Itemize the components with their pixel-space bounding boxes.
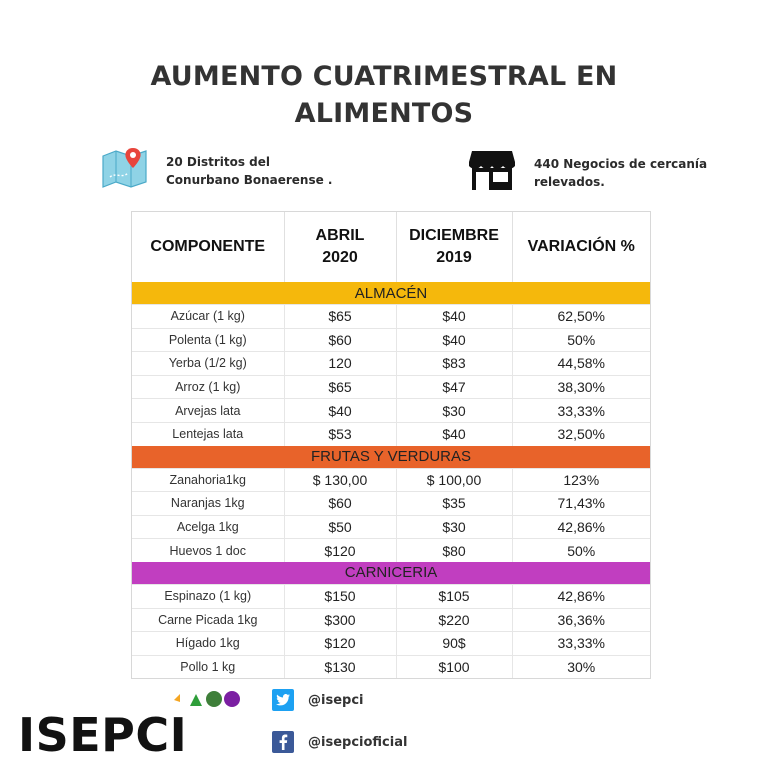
cell-componente: Acelga 1kg: [132, 515, 284, 539]
districts-line-1: 20 Distritos del: [166, 154, 271, 169]
cell-variacion: 44,58%: [512, 352, 650, 376]
cell-componente: Yerba (1/2 kg): [132, 352, 284, 376]
cell-abril-2020: $40: [284, 399, 396, 423]
facebook-icon: [272, 731, 294, 753]
cell-componente: Polenta (1 kg): [132, 328, 284, 352]
header-diciembre-2019: DICIEMBRE 2019: [396, 212, 512, 282]
logo-text: ISEPCI: [18, 708, 188, 762]
cell-componente: Lentejas lata: [132, 422, 284, 445]
cell-diciembre-2019: $40: [396, 422, 512, 445]
cell-componente: Huevos 1 doc: [132, 539, 284, 562]
page-title: [0, 58, 768, 132]
section-label: FRUTAS Y VERDURAS: [132, 446, 650, 469]
header-abril-2020: ABRIL 2020: [284, 212, 396, 282]
cell-variacion: 42,86%: [512, 584, 650, 608]
cell-variacion: 32,50%: [512, 422, 650, 445]
cell-abril-2020: $50: [284, 515, 396, 539]
table-row: [132, 328, 650, 352]
twitter-icon: [272, 689, 294, 711]
cell-diciembre-2019: $220: [396, 608, 512, 632]
title-line-1: AUMENTO CUATRIMESTRAL EN: [150, 61, 618, 92]
cell-diciembre-2019: $ 100,00: [396, 468, 512, 492]
cell-abril-2020: $130: [284, 655, 396, 678]
table-row: [132, 399, 650, 423]
cell-abril-2020: $60: [284, 492, 396, 516]
districts-line-2: Conurbano Bonaerense .: [166, 172, 333, 187]
cell-diciembre-2019: $47: [396, 375, 512, 399]
table-header-row: [132, 212, 650, 282]
cell-componente: Carne Picada 1kg: [132, 608, 284, 632]
cell-variacion: 33,33%: [512, 632, 650, 656]
cell-variacion: 71,43%: [512, 492, 650, 516]
cell-abril-2020: $150: [284, 584, 396, 608]
twitter-link[interactable]: [272, 689, 363, 711]
table-row: [132, 422, 650, 445]
section-row: [132, 562, 650, 585]
cell-componente: Pollo 1 kg: [132, 655, 284, 678]
cell-diciembre-2019: 90$: [396, 632, 512, 656]
map-pin-icon: [100, 146, 150, 195]
cell-variacion: 30%: [512, 655, 650, 678]
table-row: [132, 539, 650, 562]
cell-variacion: 62,50%: [512, 305, 650, 329]
cell-componente: Azúcar (1 kg): [132, 305, 284, 329]
cell-abril-2020: $ 130,00: [284, 468, 396, 492]
cell-diciembre-2019: $83: [396, 352, 512, 376]
cell-abril-2020: $53: [284, 422, 396, 445]
cell-abril-2020: $60: [284, 328, 396, 352]
facebook-handle: @isepcioficial: [308, 734, 408, 750]
cell-variacion: 50%: [512, 539, 650, 562]
storefront-icon: [468, 148, 516, 197]
table-row: [132, 515, 650, 539]
cell-diciembre-2019: $30: [396, 399, 512, 423]
cell-variacion: 38,30%: [512, 375, 650, 399]
table-row: [132, 492, 650, 516]
cell-abril-2020: 120: [284, 352, 396, 376]
shops-line-2: relevados.: [534, 174, 605, 189]
cell-variacion: 33,33%: [512, 399, 650, 423]
cell-abril-2020: $65: [284, 305, 396, 329]
cell-componente: Hígado 1kg: [132, 632, 284, 656]
cell-componente: Naranjas 1kg: [132, 492, 284, 516]
header-componente: COMPONENTE: [132, 212, 284, 282]
shops-info: [468, 148, 707, 197]
price-table: [131, 211, 651, 679]
cell-diciembre-2019: $40: [396, 305, 512, 329]
cell-abril-2020: $120: [284, 539, 396, 562]
cell-diciembre-2019: $80: [396, 539, 512, 562]
title-line-2: ALIMENTOS: [294, 98, 474, 129]
cell-diciembre-2019: $100: [396, 655, 512, 678]
districts-info: [100, 146, 333, 195]
cell-diciembre-2019: $35: [396, 492, 512, 516]
section-label: CARNICERIA: [132, 562, 650, 585]
table-row: [132, 352, 650, 376]
cell-componente: Espinazo (1 kg): [132, 584, 284, 608]
shops-line-1: 440 Negocios de cercanía: [534, 156, 708, 171]
section-row: [132, 446, 650, 469]
cell-variacion: 123%: [512, 468, 650, 492]
header-variacion: VARIACIÓN %: [527, 238, 635, 255]
section-label: ALMACÉN: [132, 282, 650, 305]
cell-diciembre-2019: $40: [396, 328, 512, 352]
table-row: [132, 632, 650, 656]
cell-componente: Zanahoria1kg: [132, 468, 284, 492]
cell-variacion: 50%: [512, 328, 650, 352]
twitter-handle: @isepci: [308, 692, 364, 708]
cell-variacion: 36,36%: [512, 608, 650, 632]
table-row: [132, 584, 650, 608]
cell-abril-2020: $300: [284, 608, 396, 632]
table-row: [132, 305, 650, 329]
cell-diciembre-2019: $30: [396, 515, 512, 539]
cell-abril-2020: $120: [284, 632, 396, 656]
table-row: [132, 655, 650, 678]
cell-variacion: 42,86%: [512, 515, 650, 539]
table-row: [132, 468, 650, 492]
section-row: [132, 282, 650, 305]
table-row: [132, 375, 650, 399]
cell-componente: Arvejas lata: [132, 399, 284, 423]
table-row: [132, 608, 650, 632]
facebook-link[interactable]: [272, 731, 407, 753]
cell-abril-2020: $65: [284, 375, 396, 399]
cell-componente: Arroz (1 kg): [132, 375, 284, 399]
cell-diciembre-2019: $105: [396, 584, 512, 608]
